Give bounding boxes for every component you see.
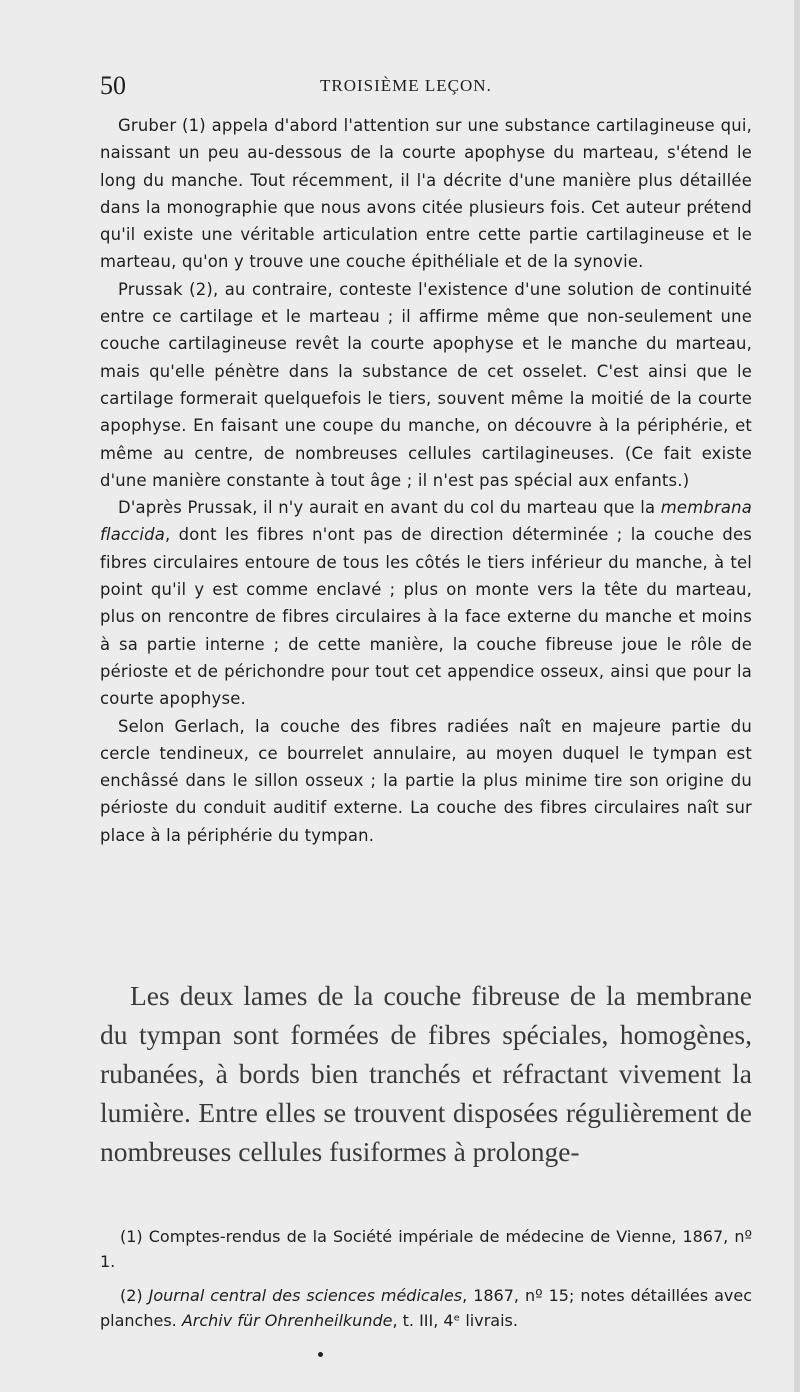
text-run: , dont les fibres n'ont pas de direction déterminée ; la couche des fibres circulaires entoure de tous les côtés le tiers inférieur du manche, à tel point qu'il y est comme enclavé ; plus on monte vers la tête du marteau, plus on rencontre de fibres circulaires à la face externe du manche et moins à sa partie interne ; de cette manière, la couche fibreuse joue le rôle de périoste et de périchondre pour tout cet appendice osseux, ainsi que pour la courte apophyse.	[100, 525, 752, 709]
paragraph-prussak: Prussak (2), au contraire, conteste l'existence d'une solution de continuité entre ce cartilage et le marteau ; il affirme même que non-seulement une couche cartilagineuse revêt la courte apophyse et le manche du marteau, mais qu'elle pénètre dans la substance de cet osselet. C'est ainsi que le cartilage formerait quelquefois le tiers, souvent même la moitié de la courte apophyse. En faisant une coupe du manche, on découvre à la périphérie, et même au centre, de nombreuses cellules cartilagineuses. (Ce fait existe d'une manière constante à tout âge ; il n'est pas spécial aux enfants.)	[100, 279, 752, 490]
running-title: TROISIÈME LEÇON.	[320, 76, 492, 95]
footnote-2-number: (2)	[120, 1286, 149, 1305]
italic-term: membrana flaccida	[100, 498, 752, 545]
paragraph-gruber: Gruber (1) appela d'abord l'attention sur une substance cartilagineuse qui, naissant un peu au-dessous de la courte apophyse du marteau, s'étend le long du manche. Tout récemment, il l'a décrite d'une manière plus détaillée dans la monographie que nous avons citée plusieurs fois. Cet auteur prétend qu'il existe une véritable articulation entre cette partie cartilagineuse et le marteau, qu'on y trouve une couche épithéliale et de la synovie.	[100, 116, 752, 272]
footnote-1: (1) Comptes-rendus de la Société impériale de médecine de Vienne, 1867, nº 1.	[100, 1227, 752, 1271]
text-run: , t. III, 4ᵉ livrais.	[392, 1311, 518, 1330]
footnote-2-archiv: Archiv für Ohrenheilkunde	[181, 1311, 393, 1330]
footnotes	[100, 1224, 752, 1342]
paragraph-prussak-membrana	[100, 494, 752, 712]
page-number: 50	[100, 71, 126, 100]
main-text-large	[100, 976, 752, 1171]
paragraph-gerlach: Selon Gerlach, la couche des fibres radiées naît en majeure partie du cercle tendineux, ce bourrelet annulaire, au moyen duquel le tympan est enchâssé dans le sillon osseux ; la partie la plus minime tire son origine du périoste du conduit auditif externe. La couche des fibres circulaires naît sur place à la périphérie du tympan.	[100, 716, 752, 845]
main-text-small	[100, 112, 752, 849]
page-edge	[794, 0, 800, 1392]
footnote-2	[100, 1283, 752, 1333]
ink-dot-mark	[318, 1352, 323, 1357]
footnote-2-journal: Journal central des sciences médicales	[148, 1286, 463, 1305]
text-run: D'après Prussak, il n'y aurait en avant du col du marteau que la	[118, 498, 661, 518]
paragraph-lames: Les deux lames de la couche fibreuse de la membrane du tympan sont formées de fibres spéciales, homogènes, rubanées, à bords bien tranchés et réfractant vivement la lumière. Entre elles se trouvent disposées régulièrement de nombreuses cellules fusiformes à prolonge-	[100, 980, 752, 1167]
page-header	[100, 70, 750, 102]
text-run: , 1867, nº 15; notes détaillées avec planches.	[100, 1286, 752, 1330]
